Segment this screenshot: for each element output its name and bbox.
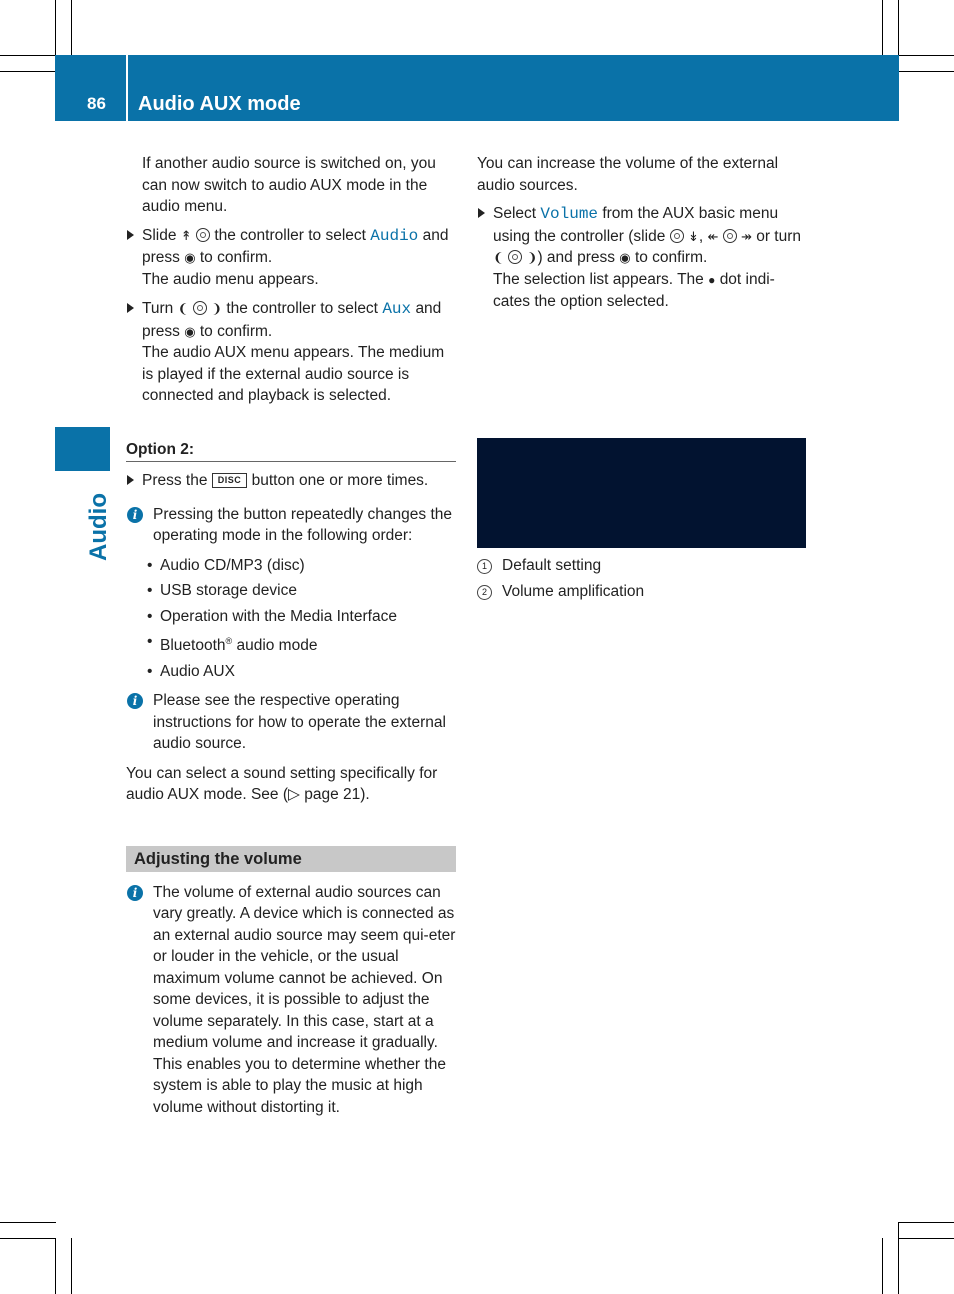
list-item: • Audio CD/MP3 (disc) bbox=[142, 555, 456, 577]
info-note: i The volume of external audio sources can vary greatly. A device which is connected as an external audio source may seem qui-eter or louder in the vehicle, or the usual maximum volume cannot be achieved. On some devices, it is possible to adjust the volume separately. In this case, start at a medium volume and increase it gradually. This enables you to determine whether the system is able to play the music at high volume without distorting it. bbox=[126, 882, 456, 1119]
option-heading: Option 2: bbox=[126, 439, 456, 463]
header-divider bbox=[126, 55, 128, 121]
crop-mark bbox=[0, 1238, 56, 1239]
list-item: • USB storage device bbox=[142, 580, 456, 602]
step-result: The audio AUX menu appears. The medium is played if the external audio source is connected and playback is selected. bbox=[142, 344, 445, 404]
instruction-step: Turn ❨ ❩ the controller to select Aux and press ◉ to confirm. The audio AUX menu appears. The medium is played if the external audio source is connected and playback is selected. bbox=[126, 298, 456, 407]
list-item: • Bluetooth® audio mode bbox=[142, 631, 456, 657]
menu-item-aux: Aux bbox=[382, 300, 412, 318]
step-arrow-icon bbox=[127, 475, 134, 485]
list-item: • Audio AUX bbox=[142, 661, 456, 683]
right-column bbox=[477, 153, 807, 317]
press-icon: ◉ bbox=[184, 323, 196, 339]
sound-setting-note: You can select a sound setting specifically for audio AUX mode. See (▷ page 21). bbox=[126, 764, 438, 804]
info-note: i Pressing the button repeatedly changes the operating mode in the following order: bbox=[126, 504, 456, 547]
menu-item-volume: Volume bbox=[540, 205, 599, 223]
instruction-step: Press the DISC button one or more times. bbox=[126, 470, 456, 492]
instruction-step: Select Volume from the AUX basic menu using the controller (slide ↡, ↞ ↠ or turn ❨ ❩) and press ◉ to confirm. The selection list appears. The ● dot indi-cates the option selected. bbox=[477, 203, 807, 313]
slide-right-icon: ↠ bbox=[741, 228, 752, 244]
crop-mark bbox=[898, 71, 954, 72]
side-tab-marker bbox=[55, 427, 110, 471]
crop-mark bbox=[0, 55, 56, 56]
step-result: The audio menu appears. bbox=[142, 270, 319, 288]
controller-icon bbox=[723, 229, 737, 243]
callout-number: 2 bbox=[477, 585, 492, 600]
turn-left-icon: ❨ bbox=[493, 250, 504, 265]
info-icon: i bbox=[127, 693, 143, 709]
controller-icon bbox=[670, 229, 684, 243]
intro-paragraph: You can increase the volume of the external audio sources. bbox=[477, 155, 779, 194]
info-icon: i bbox=[127, 507, 143, 523]
slide-up-icon: ↟ bbox=[180, 227, 192, 243]
crop-mark bbox=[55, 0, 56, 56]
slide-left-icon: ↞ bbox=[707, 228, 719, 244]
selected-dot-icon: ● bbox=[708, 272, 716, 287]
crop-mark bbox=[71, 1238, 72, 1294]
disc-button-icon: DISC bbox=[212, 473, 248, 488]
instruction-step: Slide ↟ the controller to select Audio and press ◉ to confirm. The audio menu appears. bbox=[126, 225, 456, 291]
turn-left-icon: ❨ bbox=[177, 301, 189, 316]
crop-mark bbox=[898, 1238, 954, 1239]
crop-mark bbox=[882, 1238, 883, 1294]
crop-mark bbox=[0, 71, 56, 72]
page-title: Audio AUX mode bbox=[138, 93, 301, 115]
crop-mark bbox=[0, 1222, 56, 1223]
info-icon: i bbox=[127, 885, 143, 901]
menu-item-audio: Audio bbox=[370, 226, 419, 245]
crop-mark bbox=[898, 1222, 954, 1223]
step-arrow-icon bbox=[127, 230, 134, 240]
page-number: 86 bbox=[87, 94, 106, 113]
turn-right-icon: ❩ bbox=[526, 250, 538, 265]
intro-paragraph: If another audio source is switched on, you can now switch to audio AUX mode in the audio menu. bbox=[142, 155, 436, 215]
callout-number: 1 bbox=[477, 559, 492, 574]
turn-right-icon: ❩ bbox=[211, 301, 223, 316]
crop-mark bbox=[898, 1222, 899, 1294]
step-arrow-icon bbox=[478, 208, 485, 218]
list-item: • Operation with the Media Interface bbox=[142, 606, 456, 628]
press-icon: ◉ bbox=[184, 250, 196, 265]
crop-mark bbox=[898, 55, 954, 56]
crop-mark bbox=[55, 1238, 56, 1294]
press-icon: ◉ bbox=[619, 250, 631, 265]
display-screenshot bbox=[477, 438, 806, 548]
crop-mark bbox=[898, 0, 899, 56]
controller-icon bbox=[508, 250, 522, 264]
step-arrow-icon bbox=[127, 303, 134, 313]
legend-item: 2 Volume amplification bbox=[477, 581, 644, 603]
side-tab-label: Audio bbox=[85, 493, 112, 561]
crop-mark bbox=[882, 0, 883, 56]
section-heading: Adjusting the volume bbox=[126, 846, 456, 872]
legend-item: 1 Default setting bbox=[477, 555, 601, 577]
crop-mark bbox=[71, 0, 72, 56]
info-note: i Please see the respective operating instructions for how to operate the external audio source. bbox=[126, 690, 456, 755]
slide-down-icon: ↡ bbox=[687, 228, 699, 244]
controller-icon bbox=[196, 228, 210, 242]
left-column bbox=[126, 153, 456, 1126]
controller-icon bbox=[193, 301, 207, 315]
mode-list bbox=[142, 555, 456, 683]
